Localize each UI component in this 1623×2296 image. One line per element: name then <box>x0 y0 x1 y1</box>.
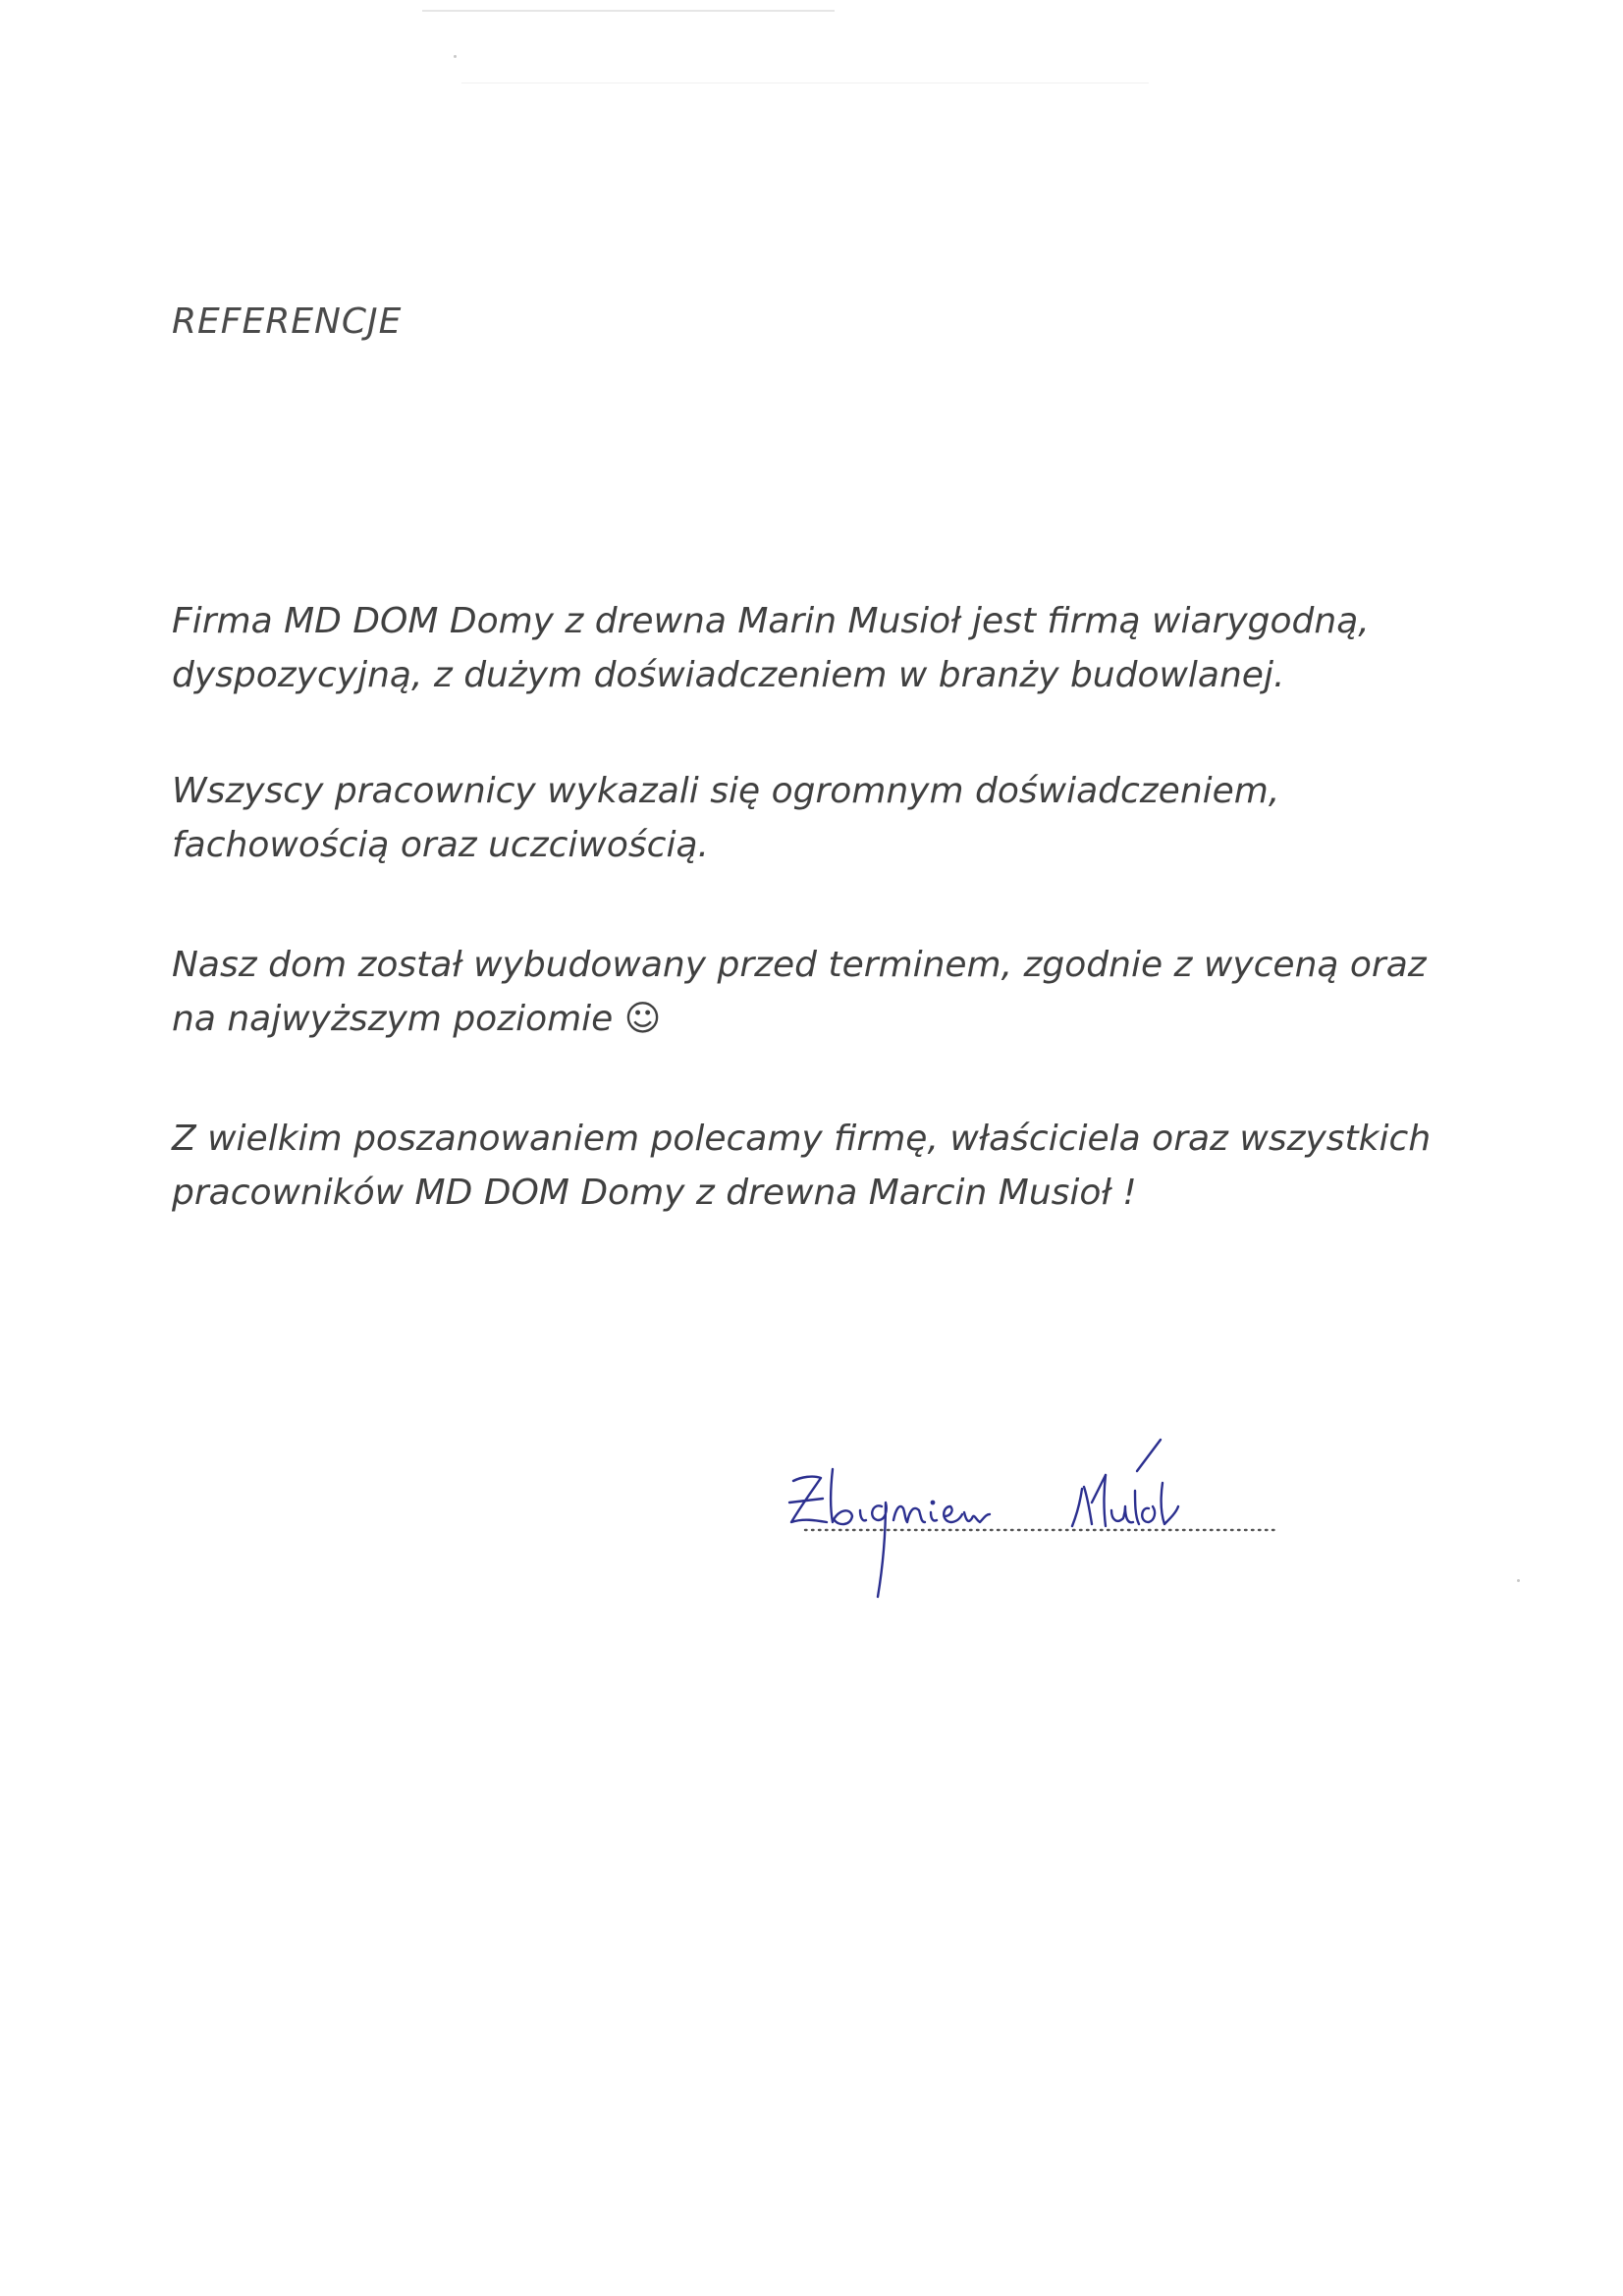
paragraph-line: fachowością oraz uczciwością. <box>172 825 709 865</box>
paragraph-line: dyspozycyjną, z dużym doświadczeniem w branży budowlanej. <box>172 655 1285 695</box>
paragraph-line: Z wielkim poszanowaniem polecamy firmę, właściciela oraz wszystkich <box>172 1119 1432 1159</box>
paragraph-company-reliability <box>172 594 1370 702</box>
handwritten-signature <box>776 1424 1286 1620</box>
scan-artifact-speck <box>1517 1579 1520 1582</box>
scan-artifact-line <box>422 10 835 12</box>
paragraph-line: pracowników MD DOM Domy z drewna Marcin Musioł ! <box>172 1173 1137 1213</box>
paragraph-employees <box>172 764 1279 872</box>
paragraph-line: Wszyscy pracownicy wykazali się ogromnym doświadczeniem, <box>172 771 1280 811</box>
document-heading: REFERENCJE <box>172 301 403 342</box>
paragraph-line: Nasz dom został wybudowany przed terminem, zgodnie z wyceną oraz <box>172 945 1427 985</box>
paragraph-recommendation <box>172 1112 1431 1220</box>
signature-ink <box>789 1440 1178 1597</box>
scan-artifact-speck <box>454 55 457 58</box>
paragraph-line: na najwyższym poziomie ☺ <box>172 999 662 1039</box>
scan-artifact-line <box>461 82 1149 83</box>
paragraph-house-built <box>172 938 1427 1046</box>
paragraph-line: Firma MD DOM Domy z drewna Marin Musioł jest firmą wiarygodną, <box>172 601 1370 641</box>
